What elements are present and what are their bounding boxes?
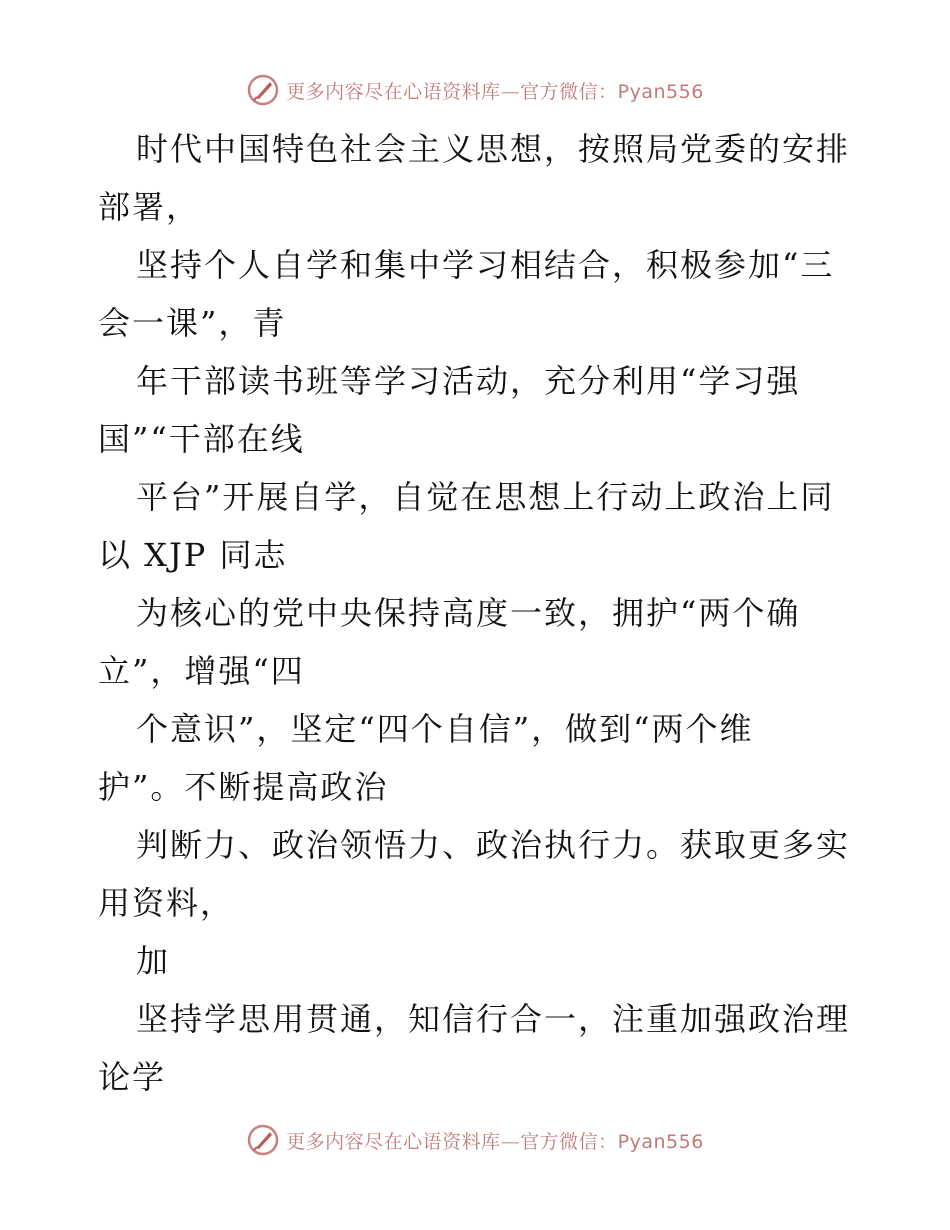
document-body: [98, 120, 858, 1106]
text-line: 坚持学思用贯通，知信行合一，注重加强政治理: [136, 1000, 851, 1038]
text-line: 部署，: [98, 188, 201, 226]
text-line: 国”“干部在线: [98, 420, 305, 458]
text-line: 个意识”，坚定“四个自信”，做到“两个维: [136, 710, 754, 748]
text-line: 论学: [98, 1058, 167, 1096]
text-line: 以 XJP 同志: [98, 536, 288, 574]
text-line: 会一课”，青: [98, 304, 287, 342]
text-line: 护”。不断提高政治: [98, 768, 389, 806]
text-line: 用资料，: [98, 884, 235, 922]
text-line: 时代中国特色社会主义思想，按照局党委的安排: [136, 130, 851, 168]
footer-watermark: [0, 1120, 950, 1160]
watermark-suffix: 官方微信：Pyan556: [520, 80, 704, 103]
text-line: 年干部读书班等学习活动，充分利用“学习强: [136, 362, 801, 400]
text-line: 判断力、政治领悟力、政治执行力。获取更多实: [136, 826, 851, 864]
feather-pen-seal-icon: [246, 73, 280, 107]
text-line: 坚持个人自学和集中学习相结合，积极参加“三: [136, 246, 835, 284]
watermark-dash: —: [500, 1130, 521, 1153]
watermark-dash: —: [500, 80, 521, 103]
watermark-prefix: 更多内容尽在心语资料库: [286, 80, 501, 103]
text-line: 平台”开展自学，自觉在思想上行动上政治上同: [136, 478, 835, 516]
text-line: 为核心的党中央保持高度一致，拥护“两个确: [136, 594, 801, 632]
text-line: 立”，增强“四: [98, 652, 305, 690]
watermark-prefix: 更多内容尽在心语资料库: [286, 1130, 501, 1153]
header-watermark: [0, 70, 950, 110]
text-line: 加: [136, 942, 171, 980]
watermark-suffix: 官方微信：Pyan556: [520, 1130, 704, 1153]
feather-pen-seal-icon: [246, 1123, 280, 1157]
